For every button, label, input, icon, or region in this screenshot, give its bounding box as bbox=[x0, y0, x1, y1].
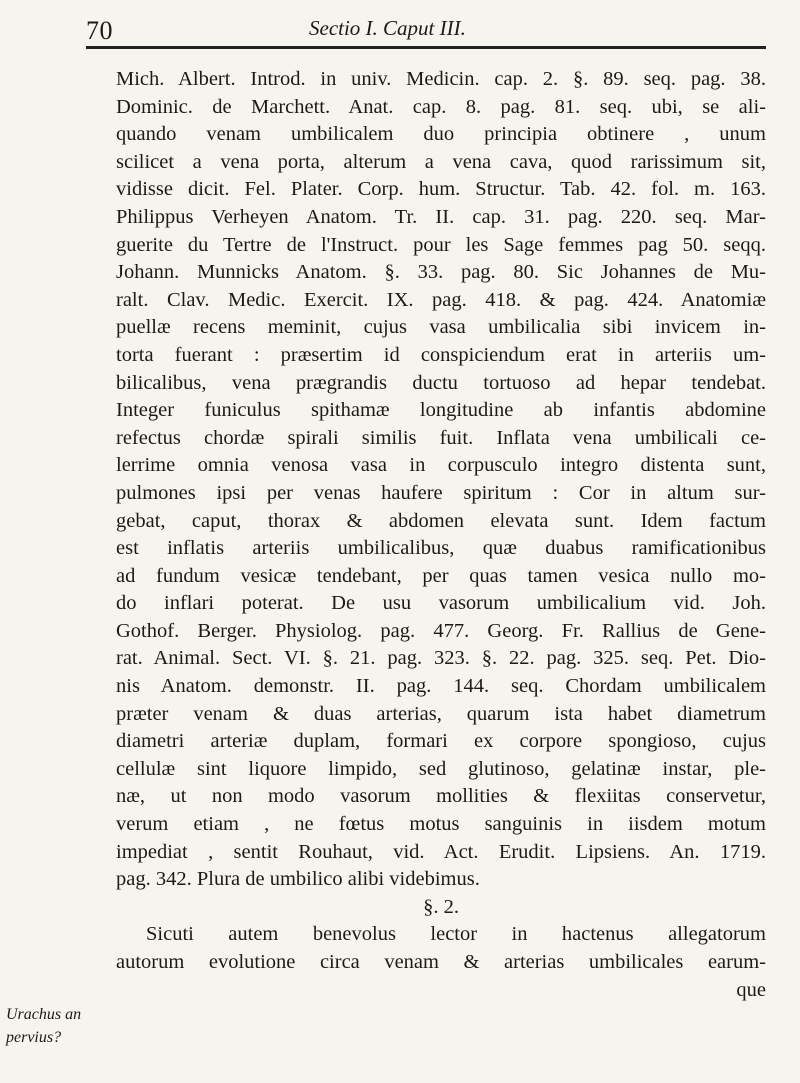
text-line: §. 2. bbox=[423, 895, 459, 918]
text-line: quando venam umbilicalem duo principia obtinere , unum bbox=[116, 123, 766, 146]
text-line: guerite du Tertre de l'Instruct. pour les Sage femmes pag 50. seqq. bbox=[116, 233, 766, 256]
text-line: puellæ recens meminit, cujus vasa umbilicalia sibi invicem in- bbox=[116, 316, 766, 339]
text-line: ralt. Clav. Medic. Exercit. IX. pag. 418. & pag. 424. Anatomiæ bbox=[116, 288, 766, 311]
margin-note-line: Urachus an bbox=[6, 1006, 82, 1023]
text-line: pag. 342. Plura de umbilico alibi videbimus. bbox=[116, 868, 480, 891]
running-head: Sectio I. Caput III. bbox=[309, 16, 466, 40]
text-line: do inflari poterat. De usu vasorum umbilicalium vid. Joh. bbox=[116, 592, 766, 615]
text-line: vidisse dicit. Fel. Plater. Corp. hum. Structur. Tab. 42. fol. m. 163. bbox=[116, 178, 766, 201]
text-line: cellulæ sint liquore limpido, sed glutinoso, gelatinæ instar, ple- bbox=[116, 757, 766, 780]
margin-note-line: pervius? bbox=[6, 1029, 62, 1046]
text-line: est inflatis arteriis umbilicalibus, quæ duabus ramificationibus bbox=[116, 537, 766, 560]
text-line: que bbox=[736, 978, 766, 1001]
text-line: impediat , sentit Rouhaut, vid. Act. Erudit. Lipsiens. An. 1719. bbox=[116, 840, 766, 863]
text-line: refectus chordæ spirali similis fuit. Inflata vena umbilicali ce- bbox=[116, 426, 766, 449]
text-line: næ, ut non modo vasorum mollities & flexiitas conservetur, bbox=[116, 785, 766, 808]
text-line: Philippus Verheyen Anatom. Tr. II. cap. 31. pag. 220. seq. Mar- bbox=[116, 205, 766, 228]
page-header bbox=[86, 12, 766, 52]
text-line: scilicet a vena porta, alterum a vena cava, quod rarissimum sit, bbox=[116, 150, 766, 173]
margin-note bbox=[6, 1003, 102, 1049]
text-line: verum etiam , ne fœtus motus sanguinis in iisdem motum bbox=[116, 813, 766, 836]
text-line: bilicalibus, vena prægrandis ductu tortuoso ad hepar tendebat. bbox=[116, 371, 766, 394]
text-line: Mich. Albert. Introd. in univ. Medicin. cap. 2. §. 89. seq. pag. 38. bbox=[116, 68, 766, 90]
text-line: torta fuerant : præsertim id conspiciendum erat in arteriis um- bbox=[116, 343, 766, 366]
text-line: Gothof. Berger. Physiolog. pag. 477. Georg. Fr. Rallius de Gene- bbox=[116, 619, 766, 642]
header-rule bbox=[86, 46, 766, 49]
text-line: pulmones ipsi per venas haufere spiritum : Cor in altum sur- bbox=[116, 481, 766, 504]
text-line: Sicuti autem benevolus lector in hactenus allegatorum bbox=[146, 923, 766, 946]
text-line: nis Anatom. demonstr. II. pag. 144. seq. Chordam umbilicalem bbox=[116, 675, 766, 698]
text-line: diametri arteriæ duplam, formari ex corpore spongioso, cujus bbox=[116, 730, 766, 753]
text-line: Integer funiculus spithamæ longitudine ab infantis abdomine bbox=[116, 399, 766, 422]
page-number: 70 bbox=[86, 16, 113, 45]
text-line: Dominic. de Marchett. Anat. cap. 8. pag. 81. seq. ubi, se ali- bbox=[116, 95, 766, 118]
text-line: Johann. Munnicks Anatom. §. 33. pag. 80. Sic Johannes de Mu- bbox=[116, 261, 766, 284]
text-line: autorum evolutione circa venam & arterias umbilicales earum- bbox=[116, 951, 766, 973]
text-line: gebat, caput, thorax & abdomen elevata sunt. Idem factum bbox=[116, 509, 766, 532]
body-text bbox=[116, 66, 766, 1004]
text-line: ad fundum vesicæ tendebant, per quas tamen vesica nullo mo- bbox=[116, 564, 766, 587]
text-line: lerrime omnia venosa vasa in corpusculo integro distenta sunt, bbox=[116, 454, 766, 477]
text-line: rat. Animal. Sect. VI. §. 21. pag. 323. §. 22. pag. 325. seq. Pet. Dio- bbox=[116, 647, 766, 670]
text-line: præter venam & duas arterias, quarum ista habet diametrum bbox=[116, 702, 766, 725]
